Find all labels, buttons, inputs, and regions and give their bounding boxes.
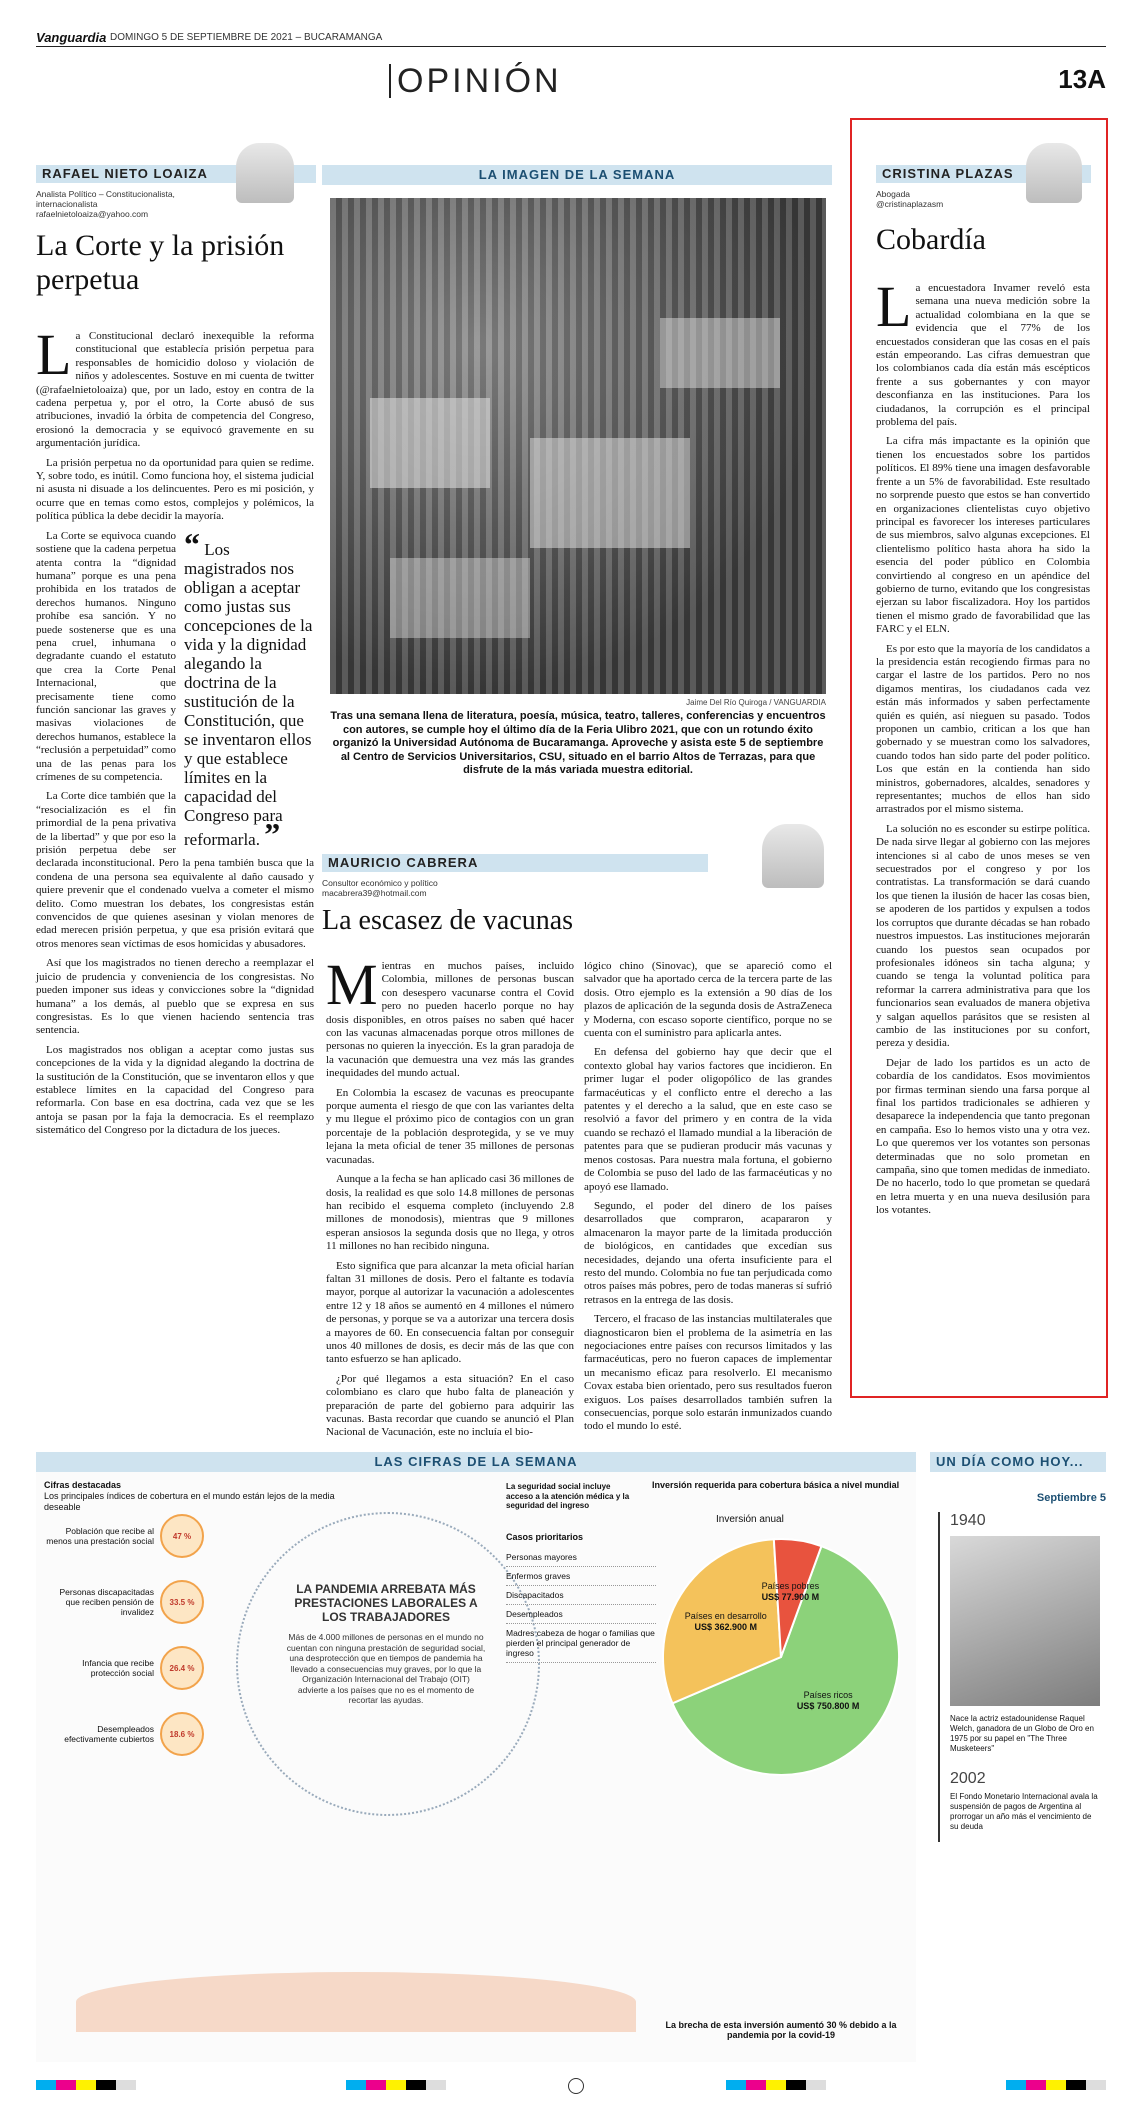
case-item: Personas mayores <box>506 1548 656 1567</box>
stat-value: 26.4 % <box>160 1646 204 1690</box>
case-item: Desempleados <box>506 1605 656 1624</box>
author-photo <box>1026 143 1082 203</box>
pie-slice-label <box>735 1581 845 1603</box>
pie-slice-value: US$ 77.900 M <box>761 1591 820 1602</box>
dropcap: L <box>876 274 912 339</box>
photo-caption: Tras una semana llena de literatura, poesía, música, teatro, talleres, conferencias y encuentros con autores, se cumple hoy el último día de la Feria Ulibro 2021, que con un rotundo éxito organizó la Universidad Autónoma de Bucaramanga. Aproveche y asista este 5 de septiembre al Centro de Servicios Universitarios, CSU, situado en el barrio Altos de Terrazas, para que disfrute de la más variada muestra editorial. <box>330 710 826 776</box>
top-rule <box>36 46 1106 47</box>
pie-slice-name: Países pobres <box>761 1580 820 1591</box>
pie-slice-name: Países en desarrollo <box>684 1610 767 1621</box>
image-of-week-label: LA IMAGEN DE LA SEMANA <box>322 165 832 185</box>
photo-credit: Jaime Del Río Quiroga / VANGUARDIA <box>686 698 826 707</box>
stat-label: Personas discapacitadas que reciben pensión de invalidez <box>59 1587 154 1617</box>
year-1: 1940 <box>950 1512 986 1529</box>
day-box-label: UN DÍA COMO HOY... <box>930 1452 1106 1472</box>
center-article-header <box>322 854 832 938</box>
infographic-label: LAS CIFRAS DE LA SEMANA <box>36 1452 916 1472</box>
page-number: 13A <box>1058 64 1106 94</box>
headline: La Corte y la prisión perpetua <box>36 229 285 296</box>
day-box <box>930 1452 1106 2062</box>
event-1: Nace la actriz estadounidense Raquel Welch, ganadora de un Globo de Oro en 1975 por su papel en "The Three Musketeers" <box>950 1714 1094 1753</box>
dropcap: M <box>326 952 378 1017</box>
author-info: Abogada @cristinaplazasm <box>876 189 944 209</box>
author-name: CRISTINA PLAZAS <box>876 165 1091 183</box>
stat-item <box>44 1514 294 1558</box>
dateline: DOMINGO 5 DE SEPTIEMBRE DE 2021 – BUCARAMANGA <box>110 32 383 43</box>
stat-label: Población que recibe al menos una prestación social <box>46 1526 154 1546</box>
pie-slice-name: Países ricos <box>803 1689 853 1700</box>
year-2: 2002 <box>950 1770 986 1787</box>
pull-quote: “ Los magistrados nos obligan a aceptar como justas sus concepciones de la vida y la dignidad alegando la doctrina de la sustitución de la Constitución, que se inventaron ellos y que establece límites en la capacidad del Congreso para reformarla. ” <box>184 525 313 852</box>
infographic <box>36 1452 916 2062</box>
event-2: El Fondo Monetario Internacional avala la suspensión de pagos de Argentina al prorrogar un año más el vencimiento de su deuda <box>950 1792 1098 1831</box>
masthead <box>36 30 1106 100</box>
cases-list <box>506 1548 656 1663</box>
author-name: MAURICIO CABRERA <box>322 854 708 872</box>
feria-photo <box>330 198 826 694</box>
event-photo <box>950 1536 1100 1706</box>
pie-slice-value: US$ 750.800 M <box>796 1700 860 1711</box>
author-photo <box>762 824 824 888</box>
day-date: Septiembre 5 <box>1036 1492 1106 1504</box>
author-info: Consultor económico y político macabrera39@hotmail.com <box>322 878 438 898</box>
case-item: Enfermos graves <box>506 1567 656 1586</box>
stats-header: Cifras destacadas Los principales índices de cobertura en el mundo están lejos de la media deseable <box>44 1480 335 1512</box>
cases-box: Casos prioritarios Personas mayores Enfermos graves Discapacitados Desempleados Madres cabeza de hogar o familias que pierden el principal generador de ingreso <box>506 1532 656 1663</box>
hands-graphic <box>76 1972 636 2032</box>
note-text: La seguridad social incluye acceso a la atención médica y la seguridad del ingreso <box>506 1482 630 1510</box>
center-article-col1: M ientras en muchos países, incluido Colombia, millones de personas buscan con desespero vacunarse contra el Covid pero no pueden hacerlo porque no hay dosis disponibles, en otros países no saben qué hacer con las vacunas almacenadas porque otros millones de personas no quieren la inyección. Es la gran paradoja de la vacunación que demuestra una vez más las grandes inequidades del mundo actual. En Colombia la escasez de vacunas es preocupante porque aumenta el riesgo de que con las variantes delta y mu llegue el próximo pico de contagios con un gran porcentaje de la población desprotegida, y se ve muy lejana la meta oficial de tener 35 millones de personas vacunadas. Aunque a la fecha se han aplicado casi 36 millones de dosis, la realidad es que solo 14.8 millones de personas han recibido el esquema completo (incluyendo 2.8 millones de monodosis), mientras que 9 millones esperan ansiosos la segunda dosis que no llega, y otros 11 millones no han recibido ninguna. Esto significa que para alcanzar la meta oficial harían faltan 31 millones de dosis. Pero el faltante es todavía mayor, porque al autorizar la vacunación a adolescentes entre 12 y 18 años se aumentó en 4 millones el número de personas, y porque se va a autorizar una tercera dosis a mayores de 60. En consecuencia faltan por conseguir unos 40 millones de dosis, es decir más de las que con tanto esfuerzo se han aplicado. ¿Por qué llegamos a esta situación? En el caso colombiano es claro que hubo falta de planeación y preparación de parte del gobierno para adquirir las vacunas. Basta recordar que cuando se anunció el Plan Nacional de Vacunación, este no incluía el bio- <box>326 952 574 1439</box>
left-article <box>36 165 316 297</box>
investment-title: Inversión requerida para cobertura básica a nivel mundial <box>652 1480 900 1490</box>
investment-label: Inversión anual <box>716 1514 784 1525</box>
stat-label: Desempleados efectivamente cubiertos <box>64 1724 154 1744</box>
brand-logo: Vanguardia <box>36 30 107 45</box>
investment-pie <box>656 1532 906 1782</box>
center-article-col2: lógico chino (Sinovac), que se apareció como el salvador que ha aportado cerca de la tercera parte de las dosis. Otro ejemplo es la extensión a 90 días de los plazos de aplicación de la segunda dosis de AstraZeneca y Moderna, con escaso soporte científico, porque no se cuenta con el suministro para aplicarla antes. En defensa del gobierno hay que decir que el contexto global hay varios factores que incidieron. En primer lugar el poder oligopólico de las grandes farmacéuticas y el conflicto entre el derecho a las patentes y el derecho a la salud, que en este caso se resolvió a favor del primero y en contra de la vida cuando se rechazó el llamado mundial a la liberación de patentes para que se pudieran producir más vacunas y menos costosas. Para nuestra mala fortuna, el gobierno de Colombia se puso del lado de las farmacéuticas y no apoyó ese llamado. Segundo, el poder del dinero de los países desarrollados que compraron, acapararon y almacenaron la mayor parte de la limitada producción de biológicos, en cantidades que excedían sus necesidades, dejando una oferta insuficiente para el resto del mundo. Colombia no fue tan perjudicada como otros países más pobres, pero de todas maneras sí sufrió retrasos en la entrega de las dosis. Tercero, el fracaso de las instancias multilaterales que diagnosticaron bien el problema de la asimetría en las negociaciones entre países con recursos limitados y las farmacéuticas, pero no fueron capaces de implementar un mecanismo eficaz para resolverlo. El mecanismo Covax estaba bien orientado, pero sus resultados fueron exiguos. Los países desarrollados también sufren la consecuencias, porque solo estarán inmunizados cuando todo el mundo lo esté. <box>584 960 833 1433</box>
headline: La escasez de vacunas <box>322 905 574 936</box>
timeline-line <box>938 1512 940 1842</box>
pie-slice-label <box>671 1611 781 1633</box>
stat-value: 33.5 % <box>160 1580 204 1624</box>
author-info: Analista Político – Constitucionalista, internacionalista rafaelnietoloaiza@yahoo.com <box>36 189 175 219</box>
quote-open-icon: “ <box>184 525 200 562</box>
dropcap: L <box>36 322 72 387</box>
section-title: OPINIÓN <box>389 64 562 98</box>
stat-value: 47 % <box>160 1514 204 1558</box>
case-item: Madres cabeza de hogar o familias que pierden el principal generador de ingreso <box>506 1624 656 1663</box>
investment-footnote: La brecha de esta inversión aumentó 30 % debido a la pandemia por la covid-19 <box>665 2020 897 2040</box>
stat-label: Infancia que recibe protección social <box>82 1658 154 1678</box>
headline: Cobardía <box>876 223 986 256</box>
left-article-body: L a Constitucional declaró inexequible la reforma constitucional que establecía prisión perpetua para responsables de homicidio doloso y violación de niños y adolescentes. Sostuve en mi cuenta de twitter (@rafaelnietoloaiza) que, por un lado, estoy en contra de la cadena perpetua y, por el otro, la Corte abusó de sus atribuciones, invadió la órbita de competencia del Congreso, erosionó la democracia y se equivocó gravemente en su argumentación jurídica. La prisión perpetua no da oportunidad para quien se redime. Y, sobre todo, es inútil. Como funciona hoy, el sistema judicial ni asusta ni disuade a los delincuentes. Pero es mi posición, y ocurre que en temas como estos, complejos y polémicos, la política pública la debe decidir la mayoría. “ Los magistrados nos obligan a aceptar como justas sus concepciones de la vida y la dignidad alegando la doctrina de la sustitución de la Constitución, que se inventaron ellos y que establece límites en la capacidad del Congreso para reformarla. ” La Corte se equivoca cuando sostiene que la cadena perpetua atenta contra la “dignidad humana” porque es una pena prohibida en los tratados de derechos humanos. Ninguno prohíbe esa sanción. Y no puede sostenerse que es una pena cruel, inhumana o degradante cuando el estatuto que crea la Corte Penal Internacional, que precisamente tiene como función sancionar las graves y masivas violaciones de derechos humanos, establece la “reclusión a perpetuidad” como una de las penas para los crímenes de su competencia. La Corte dice también que la “resocialización es el fin primordial de la pena privativa de la libertad” y que por eso la prisión perpetua debe ser declarada inconstitucional. Pero la pena también busca que la condena de una persona sea equivalente al daño causado y quiere prevenir que el condenado vuelva a cometer el mismo delito. Como muestran los debates, los congresistas están convencidos de que quienes asesinan y violan menores de edad merecen prisión perpetua, y que esa prisión evitará que otros menores sean víctimas de esos homicidas y abusadores. Así que los magistrados no tienen derecho a reemplazar el juicio de prudencia y conveniencia de los congresistas. No pueden imponer sus ideas y convicciones sobre la “dignidad humana” a los demás, al pueblo que se expresa en sus congresistas. Es lo que vienen haciendo sentencia tras sentencia. Los magistrados nos obligan a aceptar como justas sus concepciones de la vida y la dignidad alegando la doctrina de la sustitución de la Constitución, que se inventaron ellos y que establece límites en la capacidad del Congreso para reformarla. Con base en esa doctrina, cada vez que se les antoja se pasan por la faja la democracia. Es el reemplazo sistemático del Congreso por la dictadura de los jueces. <box>36 322 314 1137</box>
crop-marks <box>36 2080 1106 2092</box>
author-photo <box>236 143 294 203</box>
pie-slice-label <box>773 1690 883 1712</box>
right-article-body: L a encuestadora Invamer reveló esta semana una nueva medición sobre la actualidad colombiana en la que se evidencia que el 77% de los encuestados consideran que las cosas en el país están empeorando. Las cifras demuestran que los colombianos cada día están más escépticos frente a sus gobernantes y con mayor desconfianza en las instituciones. Para los ciudadanos, la corrupción es el principal problema del país. La cifra más impactante es la opinión que tienen los encuestados sobre los partidos políticos. El 89% tiene una imagen desfavorable frente a un 5% de favorabilidad. Este resultado no sorprende puesto que estos se han convertido en organizaciones clientelistas cuyo objetivo principal es favorecer los intereses particulares de sus miembros, salvo algunas excepciones. El clientelismo político hasta ahora ha sido la esencia del poder público en Colombia convirtiendo al congreso en un apéndice del gobierno de turno, evitando que los congresistas ejerzan su labor fiscalizadora. Hoy los partidos tienen el mismo grado de favorabilidad que las FARC y el ELN. Es por esto que la mayoría de los candidatos a la presidencia están recogiendo firmas para no cargar el lastre de los partidos. Pero no nos digamos mentiras, los ciudadanos cada vez están más informados y saben perfectamente quién es quién, así nieguen su pasado. Todos proponen un cambio, critican a los que han gobernado y se muestran como los salvadores, cuando todos han sido parte del poder político. Los que están en la contienda han sido ministros, gobernadores, alcaldes, senadores y representantes; muchos de ellos han sido arrastrados por el mismo sistema. La solución no es esconder su estirpe política. De nada sirve llegar al gobierno con las mejores intenciones si al cabo de unos meses se ven secuestrados por el congreso y por los contratistas. La transformación se dará cuando los que tienen la ilusión de hacer las cosas bien, se apoderen de los partidos y expulsen a todos los corruptos que durante décadas se han robado nuestros impuestos. Las instituciones mejorarán cuando los puestos sean ocupados por profesionales idóneos sin tacha alguna; y cuando se tenga la voluntad política para reformar la carrera administrativa para que los funcionarios sean evaluados de manera objetiva y salgan aquellos parásitos que se resisten al cambio de las instituciones por su confort, pereza y desidia. Dejar de lado los partidos es un acto de cobardía de los candidatos. Esos movimientos por firmas terminan siendo una farsa porque al final los partidos tradicionales se adhieren y desaparece la independencia que tanto pregonan en campaña. Eso lo hemos visto una y otra vez. Lo que queremos ver los votantes son personas determinadas que no solo prometan en campaña, sino que tomen medidas de inmediato. De no hacerlo, todo lo que prometan se quedará en letra muerta y en una nueva desilusión para los votantes. <box>876 274 1090 1217</box>
quote-close-icon: ” <box>264 815 281 852</box>
right-article-header <box>876 165 1091 257</box>
case-item: Discapacitados <box>506 1586 656 1605</box>
pie-slice-value: US$ 362.900 M <box>694 1621 758 1632</box>
stat-value: 18.6 % <box>160 1712 204 1756</box>
author-name: RAFAEL NIETO LOAIZA <box>36 165 316 183</box>
center-text-block: LA PANDEMIA ARREBATA MÁS PRESTACIONES LABORALES A LOS TRABAJADORES Más de 4.000 millones de personas en el mundo no cuentan con ninguna prestación de seguridad social, una desprotección que en tiempos de pandemia ha llevado a consecuencias muy graves, por lo que la Organización Internacional del Trabajo (OIT) advierte a los países que no es el momento de recortar las ayudas. <box>286 1582 486 1705</box>
